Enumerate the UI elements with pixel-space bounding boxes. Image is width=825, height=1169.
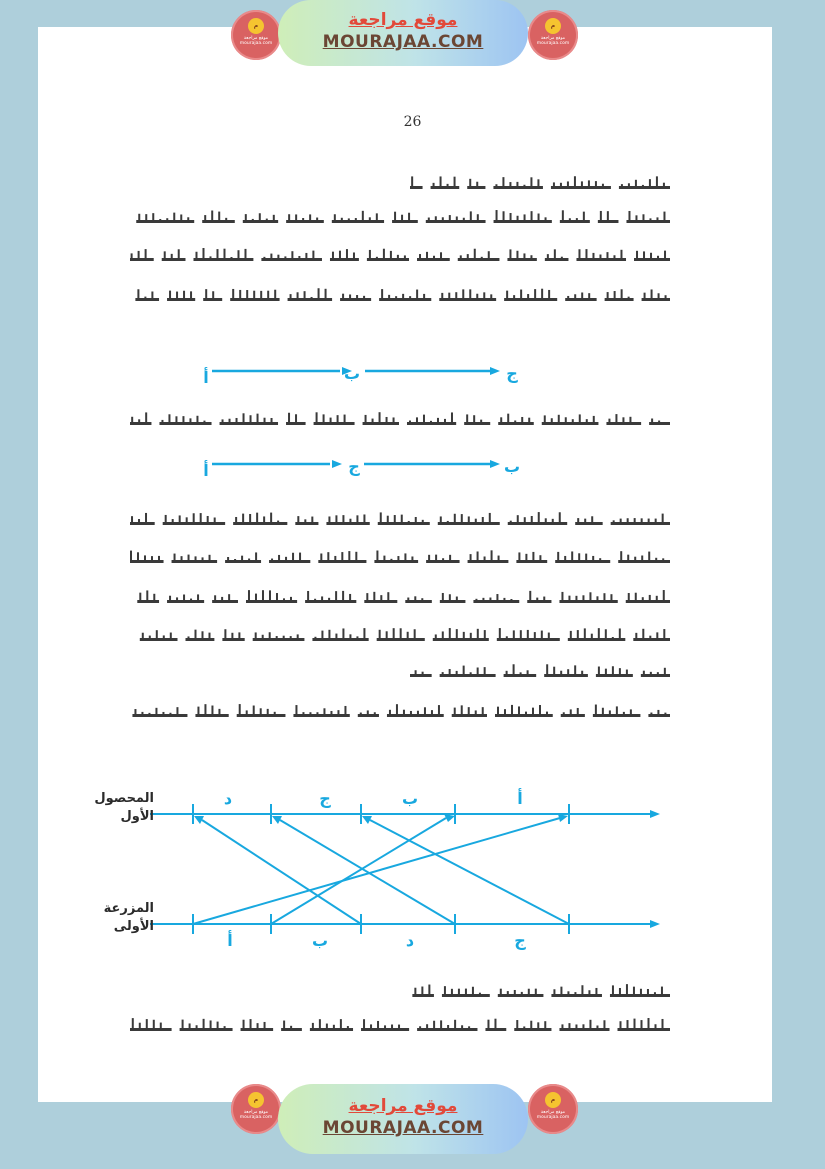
- logo-icon: م: [545, 1092, 561, 1108]
- text-line: [130, 248, 670, 274]
- logo-icon: م: [248, 1092, 264, 1108]
- badge-domain: mourajaa.com: [239, 1115, 273, 1120]
- diagram2-label: أ: [203, 461, 209, 480]
- text-line: [130, 412, 670, 438]
- text-line: [130, 288, 670, 314]
- text-line: [130, 550, 670, 576]
- badge-text: موقع مراجعة: [243, 36, 269, 41]
- arrow-diagram-1: [0, 345, 825, 405]
- bottom-side-label: الأولى: [113, 919, 154, 934]
- site-arabic-name[interactable]: موقع مراجعة: [348, 1096, 458, 1116]
- site-arabic-name[interactable]: موقع مراجعة: [348, 10, 458, 30]
- page-number: 26: [403, 114, 422, 130]
- top-row-label: ج: [319, 789, 331, 808]
- text-line: [130, 704, 670, 730]
- top-side-label: الأول: [120, 809, 154, 824]
- site-logo-badge: [528, 10, 578, 60]
- site-domain[interactable]: MOURAJAA.COM: [322, 1118, 484, 1138]
- logo-icon: م: [248, 18, 264, 34]
- diagram2-label: ب: [503, 457, 521, 476]
- diagram1-label: ج: [506, 364, 518, 383]
- arrow-diagram-2: [0, 440, 825, 490]
- badge-text: موقع مراجعة: [540, 1110, 566, 1115]
- site-banner-top[interactable]: [278, 0, 528, 66]
- badge-text: موقع مراجعة: [540, 36, 566, 41]
- badge-text: موقع مراجعة: [243, 1110, 269, 1115]
- site-logo-badge: [528, 1084, 578, 1134]
- top-row-label: أ: [517, 789, 523, 808]
- badge-domain: mourajaa.com: [536, 41, 570, 46]
- site-banner-bottom[interactable]: [278, 1084, 528, 1154]
- logo-icon: م: [545, 18, 561, 34]
- bottom-row-label: ج: [514, 931, 526, 950]
- top-row-label: ب: [401, 789, 419, 808]
- text-line: [410, 664, 670, 690]
- badge-domain: mourajaa.com: [239, 41, 273, 46]
- bottom-row-label: ب: [311, 931, 329, 950]
- top-side-label: المحصول: [94, 791, 154, 806]
- text-line: [410, 984, 670, 1010]
- text-line: [130, 590, 670, 616]
- site-domain[interactable]: MOURAJAA.COM: [322, 32, 484, 52]
- diagram2-label: ج: [348, 457, 360, 476]
- bottom-side-label: المزرعة: [103, 901, 154, 916]
- site-logo-badge: [231, 10, 281, 60]
- bottom-row-label: أ: [227, 931, 233, 950]
- site-logo-badge: [231, 1084, 281, 1134]
- bottom-row-label: د: [405, 931, 415, 950]
- text-line: [130, 1018, 670, 1044]
- top-row-label: د: [223, 789, 233, 808]
- text-line: [130, 210, 670, 236]
- badge-domain: mourajaa.com: [536, 1115, 570, 1120]
- text-line: [130, 512, 670, 538]
- diagram1-label: أ: [203, 368, 209, 387]
- text-line: [130, 628, 670, 654]
- diagram1-label: ب: [343, 364, 361, 383]
- mapping-diagram: [0, 780, 825, 960]
- text-heading: [410, 176, 670, 202]
